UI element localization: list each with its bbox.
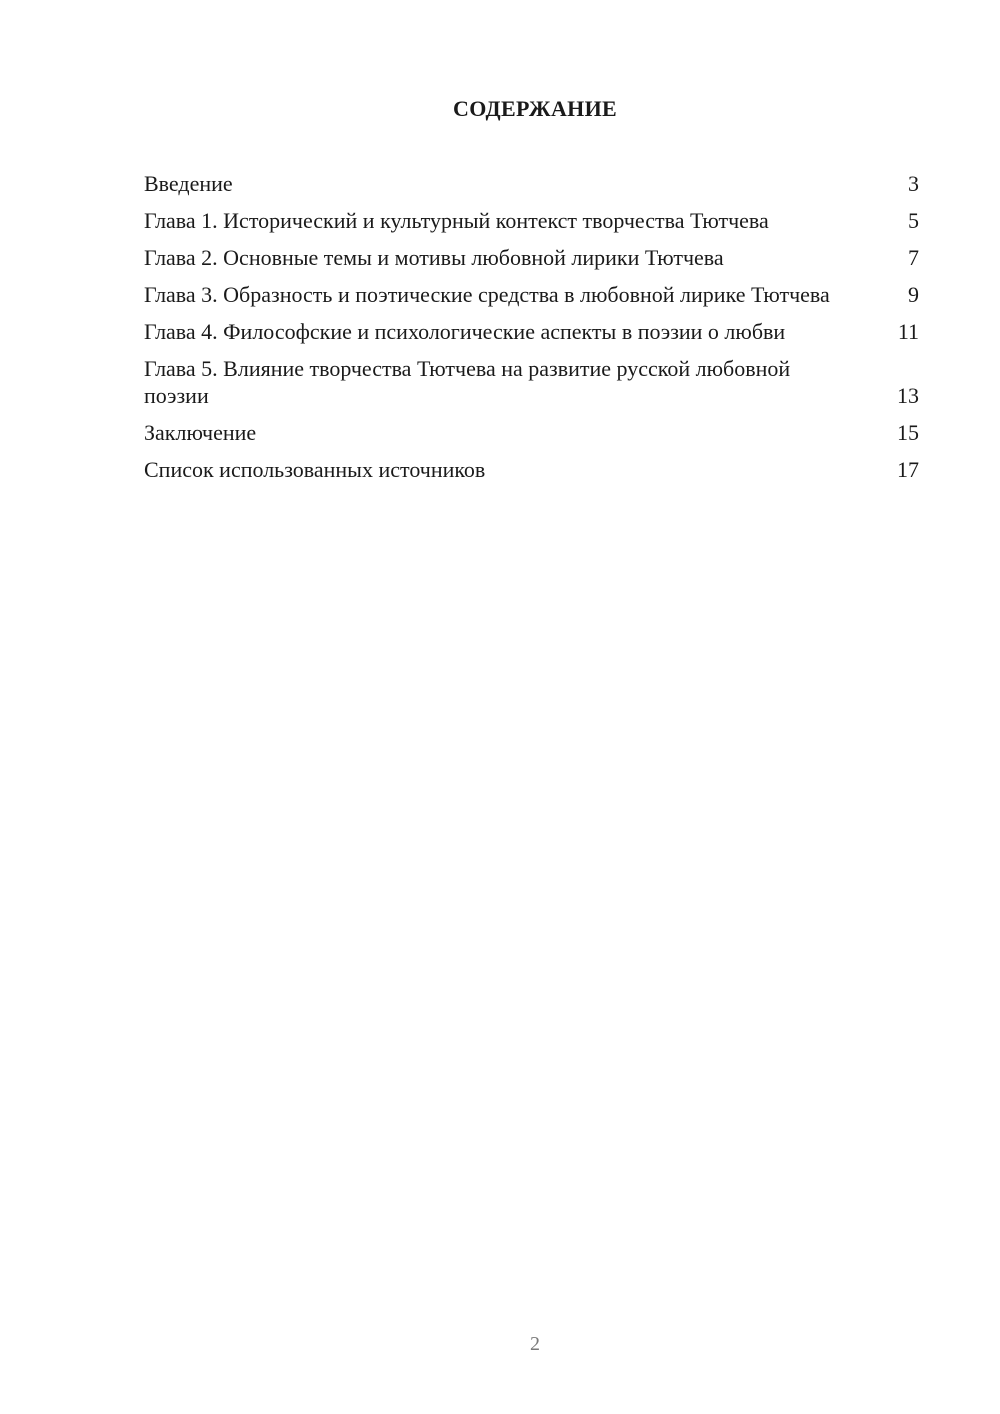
toc-entry-label: Глава 4. Философские и психологические аспекты в поэзии о любви: [144, 319, 786, 344]
toc-entry-label: Глава 3. Образность и поэтические средства в любовной лирике Тютчева: [144, 282, 830, 307]
toc-entry-page-number: 11: [897, 319, 919, 344]
toc-entry-page-number: 17: [897, 457, 919, 482]
page-number: 2: [530, 1333, 540, 1355]
toc-entry-page-number: 13: [897, 383, 919, 408]
toc-entry-label: Заключение: [144, 420, 257, 445]
toc-entry-conclusion: [144, 419, 919, 446]
toc-entry-introduction: [144, 170, 919, 197]
toc-entry-chapter-1: [144, 207, 919, 234]
toc-entry-label: Глава 2. Основные темы и мотивы любовной лирики Тютчева: [144, 245, 724, 270]
toc-entry-page-number: 7: [908, 245, 919, 270]
toc-entry-page-number: 9: [908, 282, 919, 307]
toc-entry-label: Список использованных источников: [144, 457, 486, 482]
toc-entry-chapter-5: [144, 355, 919, 409]
table-of-contents: [144, 170, 919, 493]
toc-entry-references: [144, 456, 919, 483]
toc-entry-label: Глава 1. Исторический и культурный контекст творчества Тютчева: [144, 208, 769, 233]
toc-title: СОДЕРЖАНИЕ: [453, 96, 617, 121]
toc-entry-chapter-2: [144, 244, 919, 271]
toc-entry-label: Введение: [144, 171, 233, 196]
toc-entry-page-number: 5: [908, 208, 919, 233]
toc-entry-chapter-3: [144, 281, 919, 308]
toc-entry-page-number: 15: [897, 420, 919, 445]
toc-entry-label: Глава 5. Влияние творчества Тютчева на развитие русской любовной поэзии: [144, 356, 791, 408]
toc-entry-page-number: 3: [908, 171, 919, 196]
toc-entry-chapter-4: [144, 318, 919, 345]
